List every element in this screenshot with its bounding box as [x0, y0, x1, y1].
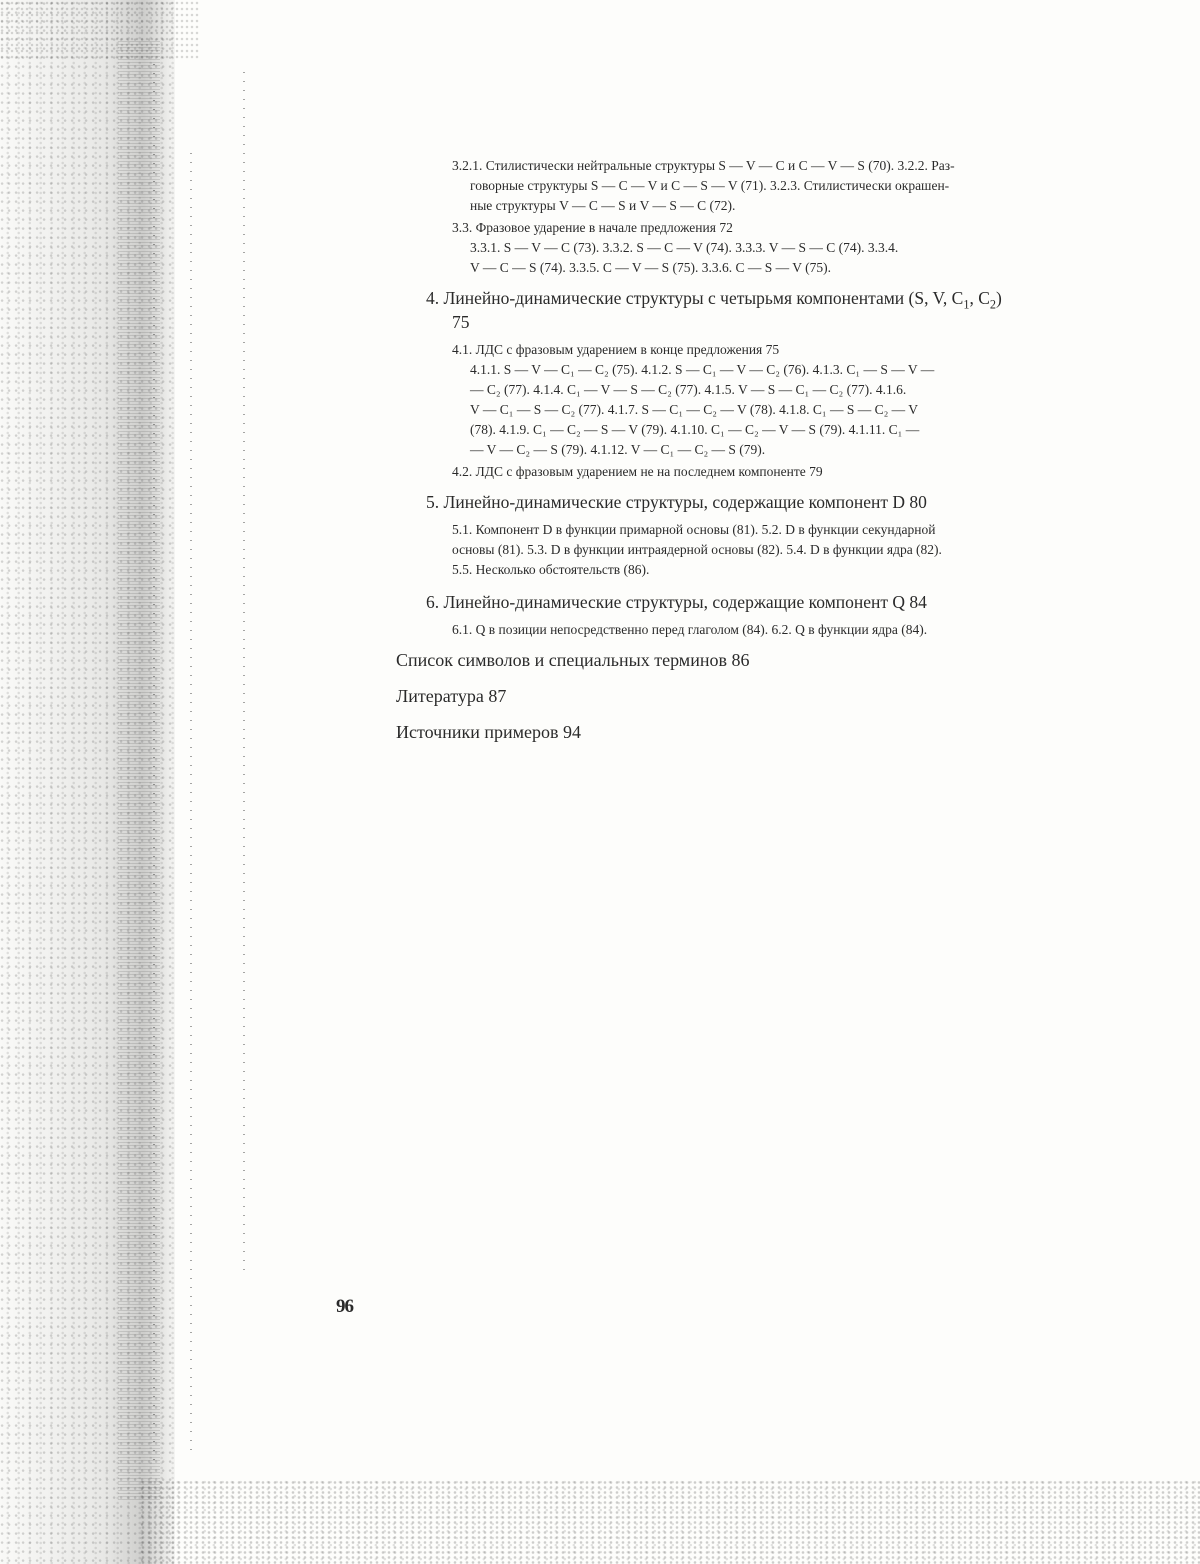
toc-line: ные структуры V — C — S и V — S — C (72).: [470, 198, 736, 213]
toc-line: (78). 4.1.9. C₁ — C₂ — S — V (79). 4.1.10. C₁ — C₂ — V — S (79). 4.1.11. C₁ —: [470, 422, 920, 437]
scan-noise-bottom: [140, 1480, 1200, 1564]
toc-heading-text: 4. Линейно-динамические структуры с четырьмя компонентами (S, V, C: [426, 288, 964, 308]
toc-line: — V — C₂ — S (79). 4.1.12. V — C₁ — C₂ — S (79).: [470, 442, 766, 457]
toc-entry: Литература 87: [396, 686, 507, 706]
toc-line: говорные структуры S — C — V и C — S — V (71). 3.2.3. Стилистически окрашен-: [470, 178, 950, 193]
toc-line: 5.5. Несколько обстоятельств (86).: [452, 562, 650, 577]
toc-line: 4.2. ЛДС с фразовым ударением не на последнем компоненте 79: [452, 464, 823, 479]
toc-heading-page: 75: [452, 312, 470, 332]
toc-entry: Источники примеров 94: [396, 722, 581, 742]
toc-line: V — C₁ — S — C₂ (77). 4.1.7. S — C₁ — C₂ — V (78). 4.1.8. C₁ — S — C₂ — V: [470, 402, 919, 417]
scan-dots: [153, 60, 155, 1460]
toc-line: 5.1. Компонент D в функции примарной основы (81). 5.2. D в функции секундарной: [452, 522, 936, 537]
toc-line: 4.1. ЛДС с фразовым ударением в конце предложения 75: [452, 342, 780, 357]
toc-entry: Список символов и специальных терминов 86: [396, 650, 750, 670]
toc-line: 3.3. Фразовое ударение в начале предложения 72: [452, 220, 733, 235]
toc-heading: 4. Линейно-динамические структуры с четырьмя компонентами (S, V, $C_1$, $C_2$): [426, 288, 1002, 312]
toc-line: 3.3.1. S — V — C (73). 3.3.2. S — C — V (74). 3.3.3. V — S — C (74). 3.3.4.: [470, 240, 899, 255]
scan-noise-top: [0, 0, 200, 60]
toc-line: 6.1. Q в позиции непосредственно перед глаголом (84). 6.2. Q в функции ядра (84).: [452, 622, 928, 637]
toc-line: — C₂ (77). 4.1.4. C₁ — V — S — C₂ (77). 4.1.5. V — S — C₁ — C₂ (77). 4.1.6.: [470, 382, 907, 397]
toc-line: V — C — S (74). 3.3.5. C — V — S (75). 3.3.6. C — S — V (75).: [470, 260, 832, 275]
toc-line: основы (81). 5.3. D в функции интраядерной основы (82). 5.4. D в функции ядра (82).: [452, 542, 942, 557]
page-number: 96: [336, 1296, 353, 1317]
scan-dots: [190, 150, 192, 1450]
toc-line: 4.1.1. S — V — C₁ — C₂ (75). 4.1.2. S — C₁ — V — C₂ (76). 4.1.3. C₁ — S — V —: [470, 362, 935, 377]
toc-heading: 6. Линейно-динамические структуры, содержащие компонент Q 84: [426, 592, 927, 612]
scan-dots: [243, 70, 245, 1270]
toc-heading: 5. Линейно-динамические структуры, содержащие компонент D 80: [426, 492, 927, 512]
toc-line: 3.2.1. Стилистически нейтральные структуры S — V — C и C — V — S (70). 3.2.2. Раз-: [452, 158, 955, 173]
